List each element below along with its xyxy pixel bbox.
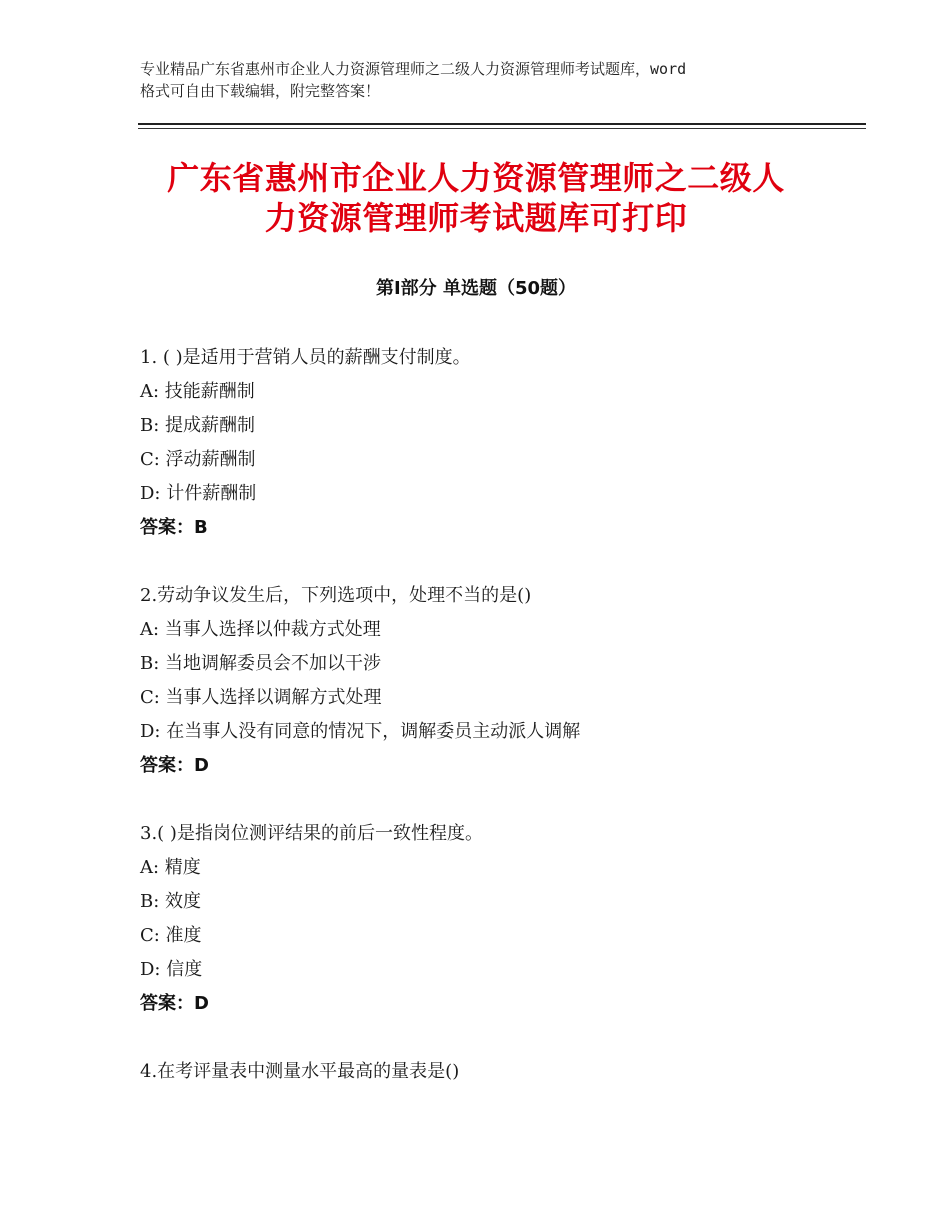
- option-d: D: 在当事人没有同意的情况下，调解委员主动派人调解: [140, 721, 581, 742]
- document-title-line-2: 力资源管理师考试题库可打印: [264, 199, 688, 237]
- option-b: B: 提成薪酬制: [140, 415, 256, 436]
- option-a: A: 当事人选择以仲裁方式处理: [140, 619, 381, 640]
- option-c: C: 浮动薪酬制: [140, 449, 256, 470]
- question-stem: 2.劳动争议发生后，下列选项中，处理不当的是(): [140, 585, 532, 606]
- option-d: D: 信度: [140, 959, 203, 980]
- question-2: [140, 579, 840, 783]
- header-divider-thin: [138, 128, 866, 129]
- header-note-line-2: 格式可自由下载编辑，附完整答案！: [140, 82, 381, 100]
- option-c: C: 当事人选择以调解方式处理: [140, 687, 382, 708]
- answer-line: 答案：B: [140, 517, 208, 538]
- question-stem: 4.在考评量表中测量水平最高的量表是(): [140, 1061, 460, 1082]
- option-a: A: 精度: [140, 857, 201, 878]
- option-b: B: 效度: [140, 891, 202, 912]
- question-1: [140, 341, 840, 545]
- question-list: [140, 341, 840, 1123]
- document-title-line-1: 广东省惠州市企业人力资源管理师之二级人: [167, 159, 785, 197]
- option-b: B: 当地调解委员会不加以干涉: [140, 653, 382, 674]
- header-note-line-1: 专业精品广东省惠州市企业人力资源管理师之二级人力资源管理师考试题库，word: [140, 60, 687, 78]
- option-d: D: 计件薪酬制: [140, 483, 257, 504]
- document-title: [140, 158, 812, 238]
- option-a: A: 技能薪酬制: [140, 381, 255, 402]
- question-stem: 3.( )是指岗位测评结果的前后一致性程度。: [140, 823, 483, 844]
- question-4: [140, 1055, 840, 1089]
- section-title: 第Ⅰ部分 单选题（50题）: [375, 278, 576, 299]
- option-c: C: 准度: [140, 925, 202, 946]
- question-stem: 1. ( )是适用于营销人员的薪酬支付制度。: [140, 347, 471, 368]
- question-3: [140, 817, 840, 1021]
- answer-line: 答案：D: [140, 993, 209, 1014]
- answer-line: 答案：D: [140, 755, 209, 776]
- header-divider-thick: [138, 123, 866, 125]
- header-note: [140, 58, 840, 102]
